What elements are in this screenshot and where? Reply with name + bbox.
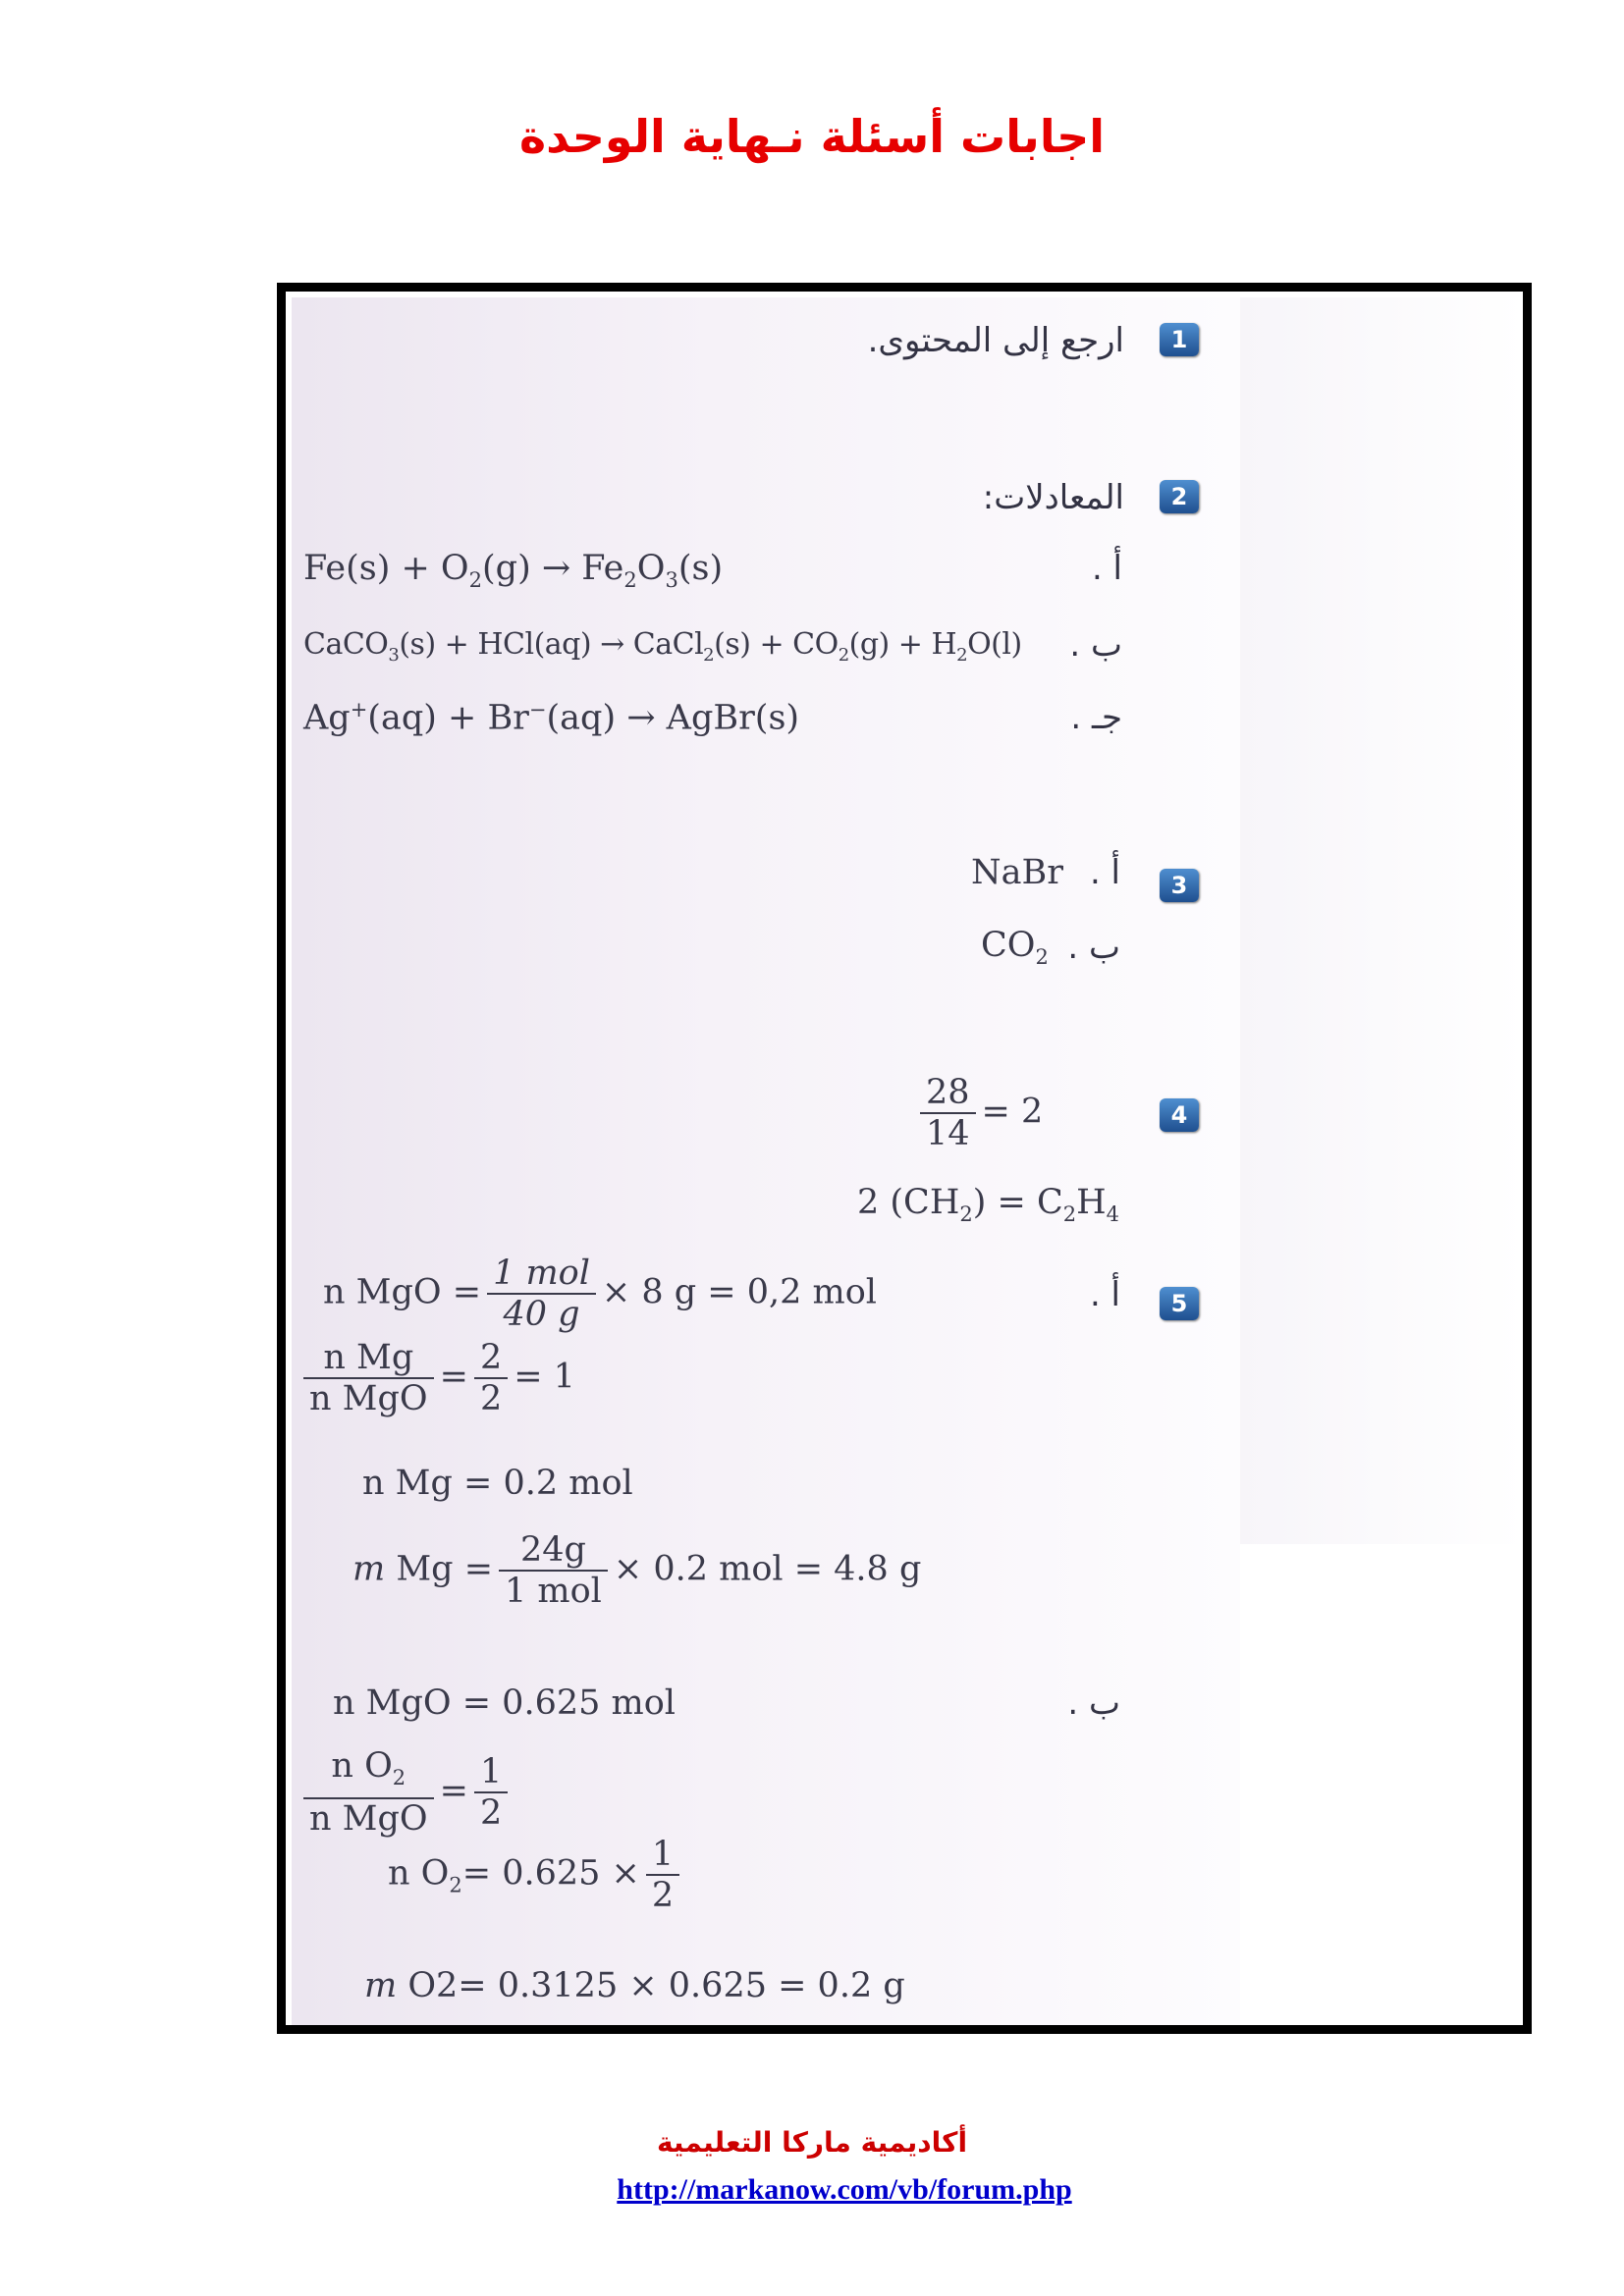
question-5-badge: 5 [1160,1287,1199,1320]
question-2-badge: 2 [1160,480,1199,513]
q5-line-8: m O2= 0.3125 × 0.625 = 0.2 g [364,1966,905,2005]
panel-fade [1240,297,1525,1544]
q5-line-7: n $O_2= 0.625$ × $\frac{1}{2}$ [388,1835,685,1915]
q5-line-4: m Mg = $\frac{24g}{\text{1 mol}}$ × 0.2 mol = 4.8 g [352,1530,922,1611]
forum-link[interactable]: http://markanow.com/vb/forum.php [617,2173,1072,2206]
equation-c: Ag+(aq) + Br−(aq) → AgBr(s) [303,698,800,738]
equation-b: CaCO$_3$(s) + HCl(aq) → CaCl$_2$(s) + $CO_2(g) + H_2O(l)$ [303,627,1022,666]
q3-answer-a: NaBr [971,853,1063,892]
q3-label-b: ب . [1067,928,1120,967]
academy-name: أكاديمية ماركا التعليمية [656,2126,968,2159]
q5-label-a: أ . [1089,1275,1120,1314]
question-2-text: المعادلات: [982,478,1124,517]
q2-label-b: ب . [1069,625,1122,665]
q2-label-a: أ . [1091,549,1122,588]
question-1-badge: 1 [1160,323,1199,356]
q5-line-6: $\frac{n O_2}{\text{n MgO}}$ = $\frac{1}{2}$ [298,1746,514,1839]
q5-label-b: ب . [1067,1683,1120,1723]
q5-line-1: n MgO = $\frac{\text{1 mol}}{40 g}$ × 8 g = 0,2 mol [323,1254,877,1334]
q3-label-a: أ . [1089,853,1120,892]
q2-label-c: جـ . [1070,698,1122,737]
equation-a: $Fe(s) + O_2(g) \to Fe_2O_3(s)$ [303,549,724,592]
question-1-text: ارجع إلى المحتوى. [867,321,1124,360]
question-4-badge: 4 [1160,1098,1199,1132]
page-title: اجابات أسئلة نـهاية الوحدة [518,110,1106,163]
q3-answer-b: $CO_2$ [981,926,1049,969]
q5-line-3: n Mg = 0.2 mol [362,1464,633,1503]
q4-fraction-eq: $\frac{28}{14}$ = 2 [914,1073,1043,1153]
q5-line-5: n MgO = 0.625 mol [333,1683,676,1723]
answers-frame [277,283,1532,2034]
q4-formula: 2 $(CH_2) = C_2H_4$ [857,1183,1120,1226]
q5-line-2: $\frac{\text{n Mg}}{\text{n MgO}}$ = $\frac{2}{2}$ = 1 [298,1338,575,1418]
question-3-badge: 3 [1160,869,1199,902]
